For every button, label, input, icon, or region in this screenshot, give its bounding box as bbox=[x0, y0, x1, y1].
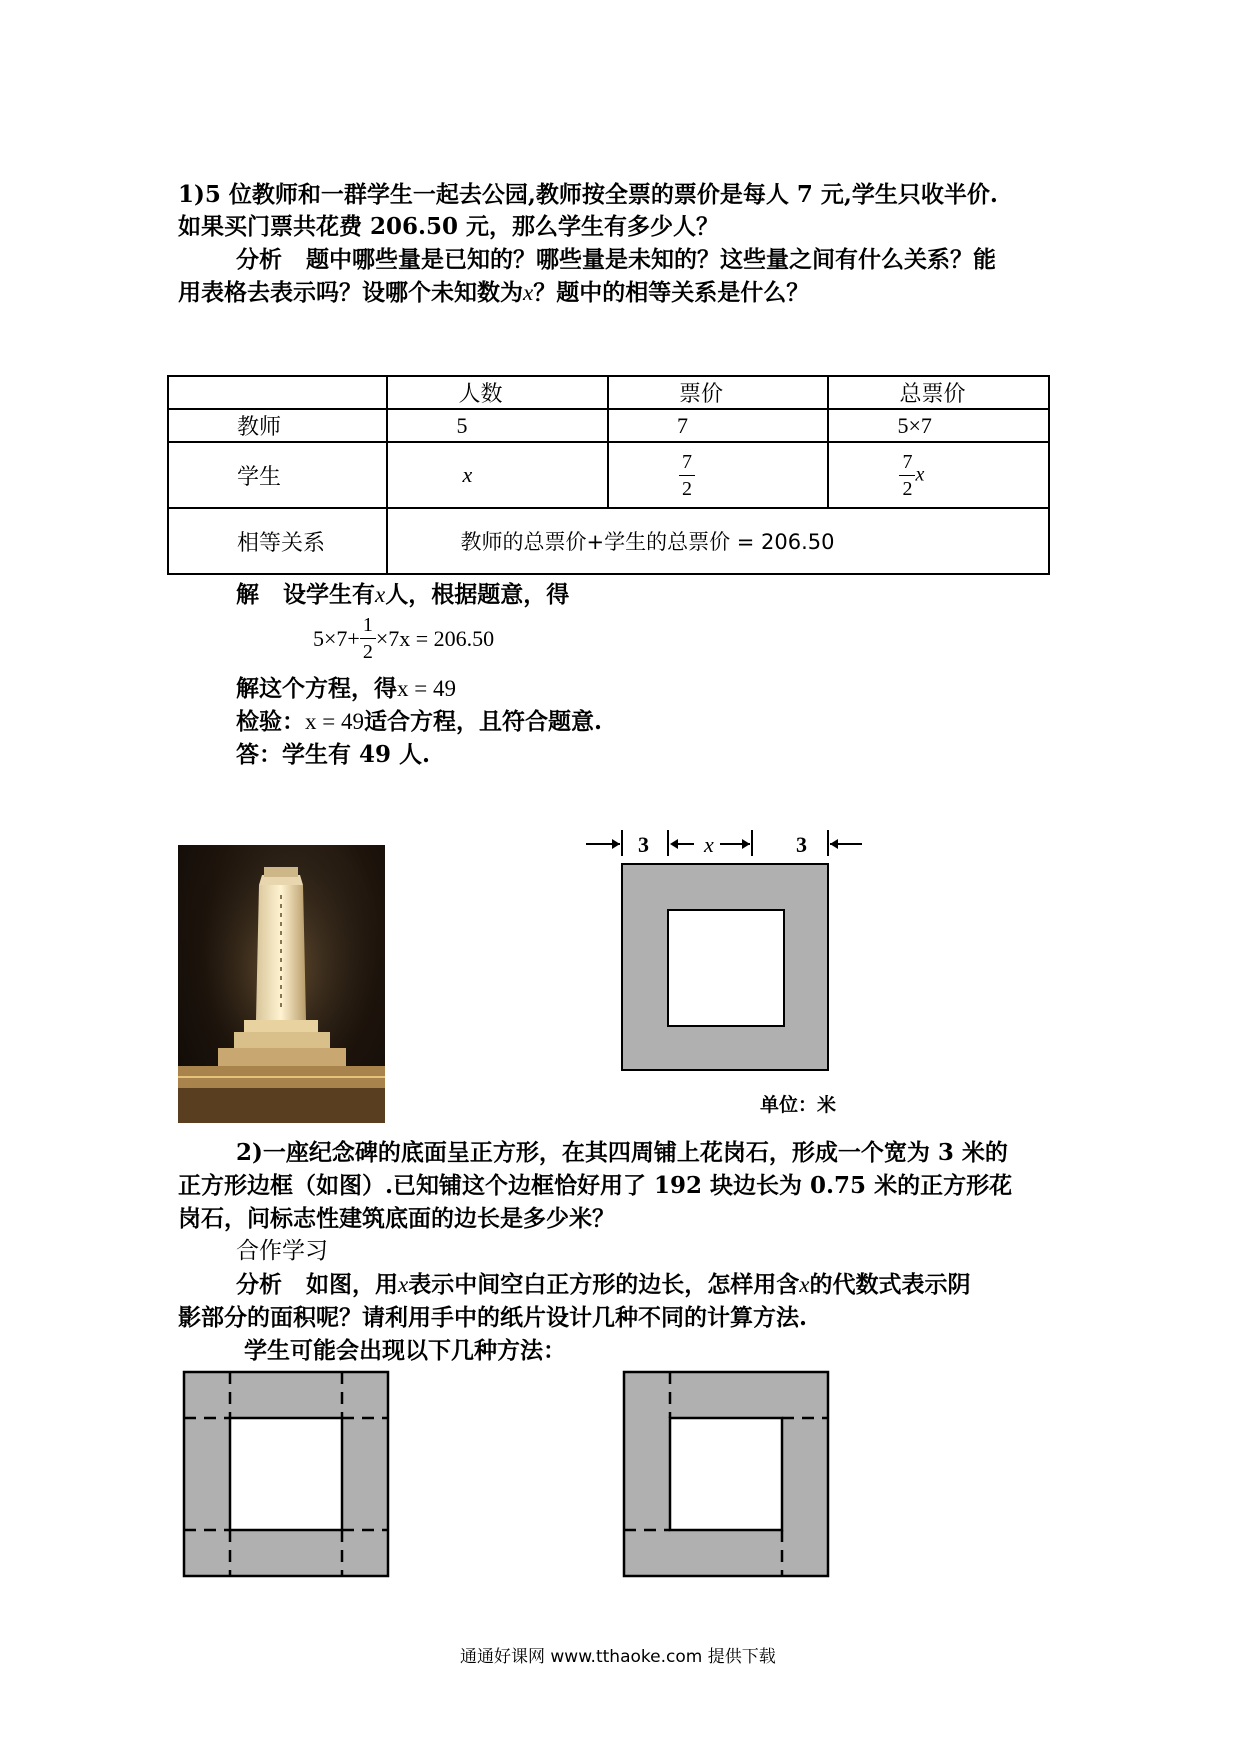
check-text: 适合方程，且符合题意. bbox=[363, 708, 602, 735]
problem1-line1: 1)5 位教师和一群学生一起去公园,教师按全票的票价是每人 7 元,学生只收半价. bbox=[178, 181, 998, 208]
student-total bbox=[828, 442, 1049, 508]
var-x: x bbox=[375, 582, 386, 607]
equation-left: 5×7+ bbox=[313, 625, 360, 651]
header-price: 票价 bbox=[608, 376, 828, 409]
problem2-analysis-line1 bbox=[236, 1268, 970, 1301]
problem2-analysis-line2: 影部分的面积呢？请利用手中的纸片设计几种不同的计算方法. bbox=[178, 1304, 808, 1331]
coop-title: 合作学习 bbox=[236, 1238, 328, 1264]
problem1-analysis-line2 bbox=[178, 276, 809, 309]
analysis-text: 题中哪些量是已知的？哪些量是未知的？这些量之间有什么关系？能 bbox=[306, 246, 997, 273]
teacher-count: 5 bbox=[387, 409, 607, 442]
table-corner-cell bbox=[168, 376, 387, 409]
equation-right: ×7x = 206.50 bbox=[375, 625, 495, 651]
solution-intro bbox=[236, 578, 569, 611]
monument-photo bbox=[178, 845, 385, 1123]
dim-mid: x bbox=[704, 832, 714, 857]
fraction-denominator: 2 bbox=[681, 477, 692, 500]
fraction-denominator: 2 bbox=[362, 641, 373, 663]
relation-text: 教师的总票价+学生的总票价 = 206.50 bbox=[387, 508, 1049, 574]
unit-label: 单位：米 bbox=[760, 1094, 837, 1116]
teacher-total: 5×7 bbox=[828, 409, 1049, 442]
fraction-numerator: 7 bbox=[679, 452, 695, 476]
analysis-text-c: 的代数式表示阴 bbox=[809, 1271, 971, 1298]
method-figure-1 bbox=[182, 1370, 392, 1580]
check-eq: x = 49 bbox=[305, 709, 364, 734]
analysis-text-a: 如图，用 bbox=[306, 1271, 399, 1298]
student-price bbox=[608, 442, 828, 508]
solution-result bbox=[236, 672, 456, 705]
student-count: x bbox=[387, 442, 607, 508]
solution-answer: 答：学生有 49 人. bbox=[236, 741, 431, 768]
row-label-relation: 相等关系 bbox=[168, 508, 387, 574]
inner-square bbox=[670, 1418, 782, 1530]
solution-intro-a: 设学生有 bbox=[283, 581, 376, 608]
fraction bbox=[360, 615, 376, 662]
problem1-analysis-line1 bbox=[236, 243, 996, 276]
row-label-teacher: 教师 bbox=[168, 409, 387, 442]
var-x: x bbox=[799, 1272, 810, 1297]
analysis-text-2b: ？题中的相等关系是什么？ bbox=[533, 279, 810, 306]
header-count: 人数 bbox=[387, 376, 607, 409]
analysis-label: 分析 bbox=[236, 1271, 282, 1298]
analysis-table bbox=[167, 375, 1050, 575]
table-row-relation bbox=[168, 508, 1049, 574]
check-label: 检验： bbox=[236, 708, 305, 735]
var-x: x bbox=[398, 1272, 409, 1297]
problem2-line2: 正方形边框（如图）.已知铺这个边框恰好用了 192 块边长为 0.75 米的正方形花 bbox=[178, 1172, 1013, 1199]
inner-square bbox=[668, 910, 784, 1026]
methods-intro: 学生可能会出现以下几种方法： bbox=[244, 1337, 566, 1364]
fraction bbox=[679, 452, 695, 499]
table-header-row bbox=[168, 376, 1049, 409]
problem2-line3: 岗石，问标志性建筑底面的边长是多少米？ bbox=[178, 1205, 615, 1232]
footer: 通通好课网 www.tthaoke.com 提供下载 bbox=[460, 1647, 776, 1667]
fraction-numerator: 1 bbox=[360, 615, 376, 639]
frame-figure bbox=[580, 828, 870, 1118]
monument-image bbox=[178, 845, 385, 1123]
var-x: x bbox=[523, 280, 534, 305]
problem2-line1: 2)一座纪念碑的底面呈正方形，在其四周铺上花岗石，形成一个宽为 3 米的 bbox=[236, 1139, 1008, 1166]
inner-square bbox=[230, 1418, 342, 1530]
analysis-text-b: 表示中间空白正方形的边长，怎样用含 bbox=[408, 1271, 800, 1298]
header-total: 总票价 bbox=[828, 376, 1049, 409]
method-figure-2 bbox=[622, 1370, 832, 1580]
solution-result-eq: x = 49 bbox=[397, 676, 456, 701]
solution-result-text: 解这个方程，得 bbox=[236, 675, 397, 702]
fraction bbox=[899, 452, 915, 499]
fraction-denominator: 2 bbox=[902, 477, 913, 500]
equation bbox=[313, 615, 494, 662]
analysis-text-2a: 用表格去表示吗？设哪个未知数为 bbox=[178, 279, 523, 306]
fraction-numerator: 7 bbox=[899, 452, 915, 476]
solution-label: 解 bbox=[236, 581, 259, 608]
teacher-price: 7 bbox=[608, 409, 828, 442]
problem1-line2: 如果买门票共花费 206.50 元，那么学生有多少人？ bbox=[178, 213, 720, 240]
solution-intro-b: 人，根据题意，得 bbox=[385, 581, 570, 608]
solution-check bbox=[236, 705, 602, 738]
dim-left: 3 bbox=[638, 832, 649, 857]
total-variable: x bbox=[915, 463, 925, 486]
analysis-label: 分析 bbox=[236, 246, 282, 273]
table-row-teacher bbox=[168, 409, 1049, 442]
row-label-student: 学生 bbox=[168, 442, 387, 508]
table-row-student bbox=[168, 442, 1049, 508]
dim-right: 3 bbox=[796, 832, 807, 857]
